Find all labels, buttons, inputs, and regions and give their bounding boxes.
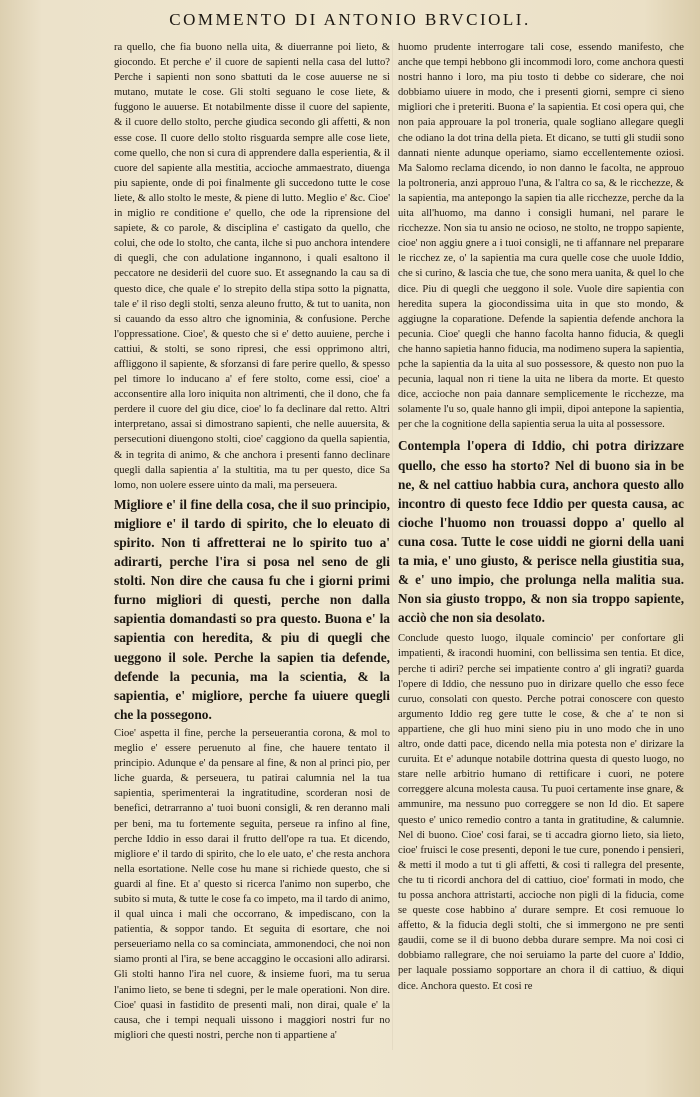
left-scripture-passage bbox=[114, 495, 390, 724]
running-header: COMMENTO DI ANTONIO BRVCIOLI. bbox=[169, 10, 531, 29]
commentary-paragraph: Cioe' aspetta il fine, perche la perseuerantia corona, & mol to meglio e' essere peruenuto al fine, che hauere tentato il principio. Adunque e' da pensare al fine, & non al princi pio, per liche guarda, & perseuera, tu patirai calumnia nel la tua sapientia, sperimenterai la ingratitudine, scorderan nosi de benefici, detrarranno a' tuoi buoni consigli, & ren deranno mali per beni, ma tu fortemente seguita, perseue ra infino al fine, perche Iddio in esso darai il frutto dell'ope ra tua. Et dicendo, migliore e' il tardo di spirito, che lo ele uato, e' che resta anchora nella esortatione. Nelle cose hu mane si richiede questo, che si guardi al fine. Et a' questo si ricerca l'animo non superbo, che subito si muta, & tutte le cose fa co impeto, ma il tardo di animo, il qual uinca i mali che occorrano, & impediscano, con la patientia, & soppor tando. Et seguita di esortare, che noi perseueriamo nella co sa cominciata, ammonendoci, che noi non siamo pronti al l'ira, se bene accaggino le occasioni allo adirarsi. Gli stolti hanno l'ira nel cuore, & insieme fuori, ma tu serua l'animo lieto, se bene ti sdegni, per le male operationi. Non dire. Cioe' quasi in fastidito de presenti mali, non dirai, quale e' la causa, che i tempi nequali uissono i maggiori nostri fur no migliori che questi nostri, perche non ti appartiene a' bbox=[114, 727, 390, 1041]
scripture-paragraph: Migliore e' il fine della cosa, che il suo principio, migliore e' il tardo di spirito, che lo eleuato di spirito. Non ti affretterai ne lo spirito tuo a' adirarti, perche l'ira si posa nel seno de gli stolti. Non dire che causa fu che i giorni primi furno migliori di questi, perche non dalla sapientia domandasti so pra questo. Buona e' la sapientia con heredita, & piu di quegli che ueggono il sole. Perche la sapien tia defende, defende la pecunia, ma la scientia, & la sapientia, e' migliore, perche fa uiuere quegli che la possegono. bbox=[114, 496, 390, 722]
right-commentary-top bbox=[398, 40, 684, 432]
right-scripture-passage bbox=[398, 436, 684, 627]
commentary-paragraph: Conclude questo luogo, ilquale comincio' per confortare gli impatienti, & iracondi huomini, con bellissima sen tentia. Et dice, perche ti adiri? perche sei impatiente contro a' gli ingrati? guarda l'opere di Iddio, che nessuno puo in dirizare quello che esso fece curuo, consolati con questo. Perche potrai conoscere con questo argumento Iddio reg gere tutte le cose, & che a' te non si appartiene, che gli huo mini sieno piu in uno modo che in uno altro, onde datti pace, dicendo nella mia potesta non e' dirizare la curuita. Et e' adunque notabile dottrina questa di questo luogo, no stare nelle arbitrio humano di rettificare i cuori, ne potere correggere alcuna molesta causa. Tu puoi certamente inse gnare, & ammunire, ma nessuno puo correggere se non Id dio. Et sapere questo e' unico remedio contro a tanta in gratitudine, & calumnie. Nel di buono. Cioe' cosi farai, se ti accadra giorno lieto, sia lieto, cioe' fruisci le cose presenti, deponi le tue cure, ponendo i pensieri, & metti il modo a tut ti gli affetti, & cosi ti rallegra del presente, che tu ti ricordi anchora del di cattiuo, cioe' formati in modo, che tu possa anchora attristarti, accioche non pigli di la fiducia, come se queste cose habbino a' durare sempre. Et cosi remuoue lo affetto, & la fiducia degli stolti, che si immergono ne pre senti gaudii, come se il di buono debba durare sempre. Ma noi cosi ci dobbiamo rallegrare, che noi seruiamo la parte del cuore a' Iddio, per laquale possiamo sopportare an chora il di cattiuo, & diqui dice. Anchora questo. Et cosi re bbox=[398, 633, 684, 992]
left-column bbox=[114, 40, 390, 1043]
right-commentary-bottom bbox=[398, 631, 684, 993]
left-commentary-bottom bbox=[114, 726, 390, 1043]
right-column bbox=[398, 40, 684, 994]
column-gutter bbox=[392, 40, 393, 1050]
commentary-paragraph: huomo prudente interrogare tali cose, essendo manifesto, che anche que tempi hebbono gli incommodi loro, come anchora questi nostri hanno i loro, ma piu tosto ti debbe co siderare, che noi dobbiamo uiuere in modo, che i presenti giorni, sempre ci sieno migliori che i preteriti. Buona e' la sapientia. Et cosi opera qui, che non paia approuare la pol troneria, quale sogliano allegare quegli che odiano la dot trina della pieta. Et dicano, se tutti gli studii sono dannati niente adunque operiamo, siamo eccellentemente oziosi. Ma Salomo reclama dicendo, io non danno le facolta, ne approuo la poltroneria, anzi approuo l'una, & l'altra co sa, & le ricchezze, & la sapientia, ma antepongo la sapien tia alle ricchezze, perche da la uita all'huomo, ma danno i consigli humani, nel parare le ricchezze. Non sia tu ansio ne ocioso, ne stolto, ne troppo sapiente, cioe' non aggiu gnere a i tuoi consigli, ne ti affannare nel preparare le ricchez ze, o' la sapientia ma cura quelle cose che uuole Iddio, che si curino, & lascia che tue, che sono mera uanita, & quel lo che dice. Piu di quegli che ueggono il sole. Vuole dire sapientia con heredita supera la giocondissima uita in que sto mondo, & aggiugne la coparatione. Defende la sapientia defende anchora la pecunia. Cioe' quegli che hanno facolta hanno fiducia, & quegli che hanno sapietia hanno fiducia, ma nodimeno supera la sapientia, pche la sapientia da la uita al suo possessore, & questo non puo la pecunia, laqual non ri tiene la uita ne libera da morte. Et questo dice, accioche non paia dannare semplicemente le ricchezze, ma solamente l'u so, quale hanno gli impii, dipoi antepone la sapientia, per che la cognitione della sapientia serua la uita al possessore. bbox=[398, 42, 684, 431]
left-commentary-top bbox=[114, 40, 390, 493]
commentary-paragraph: ra quello, che fia buono nella uita, & diuerranne poi lieto, & giocondo. Et perche e' il cuore de sapienti nella casa del lutto? Perche i sapienti non sono sbattuti da le cose auuerse ne si mutano, mutate le cose. Gli stolti seguano le cose liete, & fuggono le auuerse. Et notabilmente disse il cuore del sapiente, & il cuore dello stolto, perche giudica secondo gli affetti, & non esse cose. Il cuore dello stolto risguarda sempre alle cose liete, come quello, che non si cura di apprendere dalla esperientia, & il cuore del sapiente alla mestitia, accioche ammaestrato, diuenga piu sapiente, onde di poi finalmente gli succedono tutte le cose liete, & allo stolto le meste, & piene di lutto. Meglio e' &c. Cioe' in miglio re conditione e' quello, che ode la riprensione del sapiete, & co parole, & disciplina e' castigato da quello, che colui, che ode lo stolto, che canta, ilche si puo anchora intendere di quegli, che con adulatione ingannono, i quali esaltono il peccatore ne desiderii del cuore suo. Et assegnando la cau sa di questo dice, che quale e' lo strepito della stipa sotto la pignatta, tale e' il riso degli stolti, senza aleuno frutto, & tut to uanita, non si cauando da esso altro che ignominia, & confusione. Perche l'oppressatione. Cioe', & questo che si e' detto auuiene, perche i cattiui, & stolti, se sono ripresi, che essi opprimono altri, affliggono il sapiente, & sforzansi di fare perire quello, & spesso pel timore lo inducano a' ef fere stolto, come essi, cioe' a acconsentire alla loro iniquita non altrimenti, che il dono, che fa perdere il cuore del giu dice, cioe' lo fa declinare dal retto. Altri interpretano, assai si dimostrano sapienti, che nelle auuersita, & persecutioni diuengono stolti, cioe' caggiono da quella sapientia, & in tegrita di animo, & che anchora i presenti fanno declinare quegli dalla sapientia a' la stultitia, ma tu per questo, dice Sa lomo, non uolere essere uinto da mali, ma perseuera. bbox=[114, 42, 390, 491]
scripture-paragraph: Contempla l'opera di Iddio, chi potra dirizzare quello, che esso ha storto? Nel di buono sia in be ne, & nel cattiuo habbia cura, anchora questo allo incontro di questo fece Iddio per questa causa, ac cioche l'huomo non trouassi doppo a' quello al cuna cosa. Tutte le cose uiddi ne giorni della uani ta mia, e' uno giusto, & perisce nella giustitia sua, & e' uno impio, che prolunga nella malitia sua. Non sia giusto troppo, & non sia troppo sapiente, acciò che non sia desolato. bbox=[398, 438, 684, 626]
